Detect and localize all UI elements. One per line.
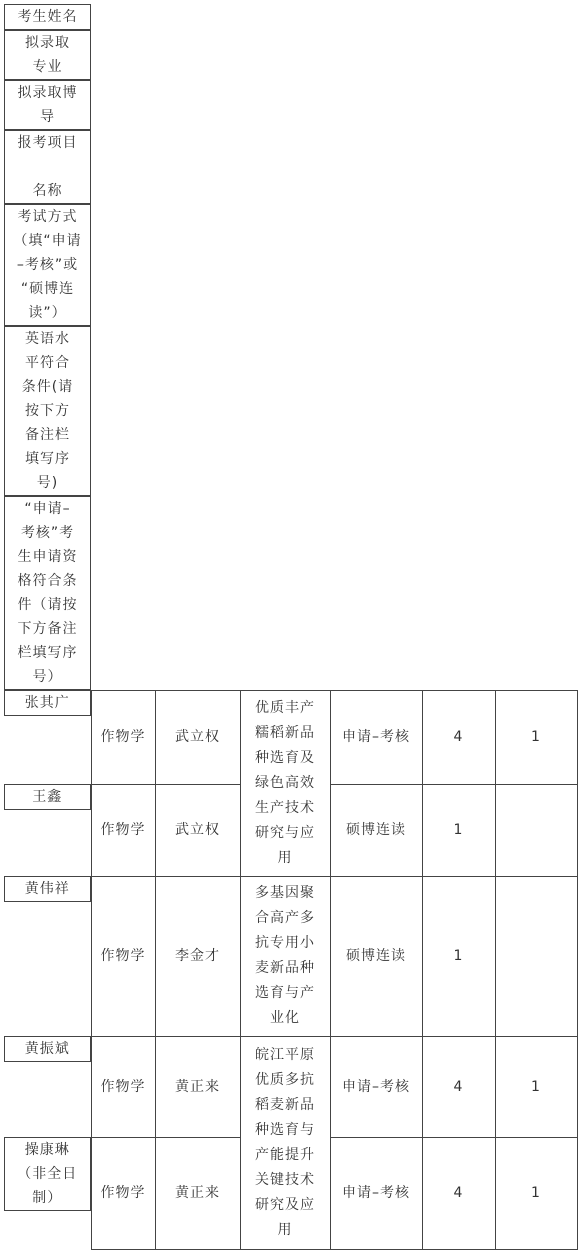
header-name: 考生姓名: [4, 4, 91, 30]
cell-major: 作物学: [91, 1036, 155, 1137]
cell-advisor: 武立权: [155, 784, 240, 876]
cell-advisor: 黄正来: [155, 1036, 240, 1137]
cell-english: 1: [422, 784, 495, 876]
table-row: [4, 1036, 577, 1137]
header-exam-method: 考试方式 （填“申请 –考核”或 “硕博连 读”）: [4, 204, 91, 326]
header-advisor: 拟录取博 导: [4, 80, 91, 130]
cell-apply: [495, 876, 577, 1036]
cell-english: 4: [422, 690, 495, 784]
header-major: 拟录取 专业: [4, 30, 91, 80]
cell-project: 皖江平原 优质多抗 稻麦新品 种选育与 产能提升 关键技术 研究及应 用: [240, 1036, 330, 1249]
cell-name: 王鑫: [4, 784, 91, 810]
cell-method: 申请–考核: [330, 1036, 422, 1137]
cell-name: 张其广: [4, 690, 91, 716]
cell-method: 硕博连读: [330, 784, 422, 876]
cell-advisor: 李金才: [155, 876, 240, 1036]
cell-name: 操康琳 （非全日 制）: [4, 1137, 91, 1211]
cell-project: 多基因聚 合高产多 抗专用小 麦新品种 选育与产 业化: [240, 876, 330, 1036]
cell-name: 黄振斌: [4, 1036, 91, 1062]
header-apply: “申请– 考核”考 生申请资 格符合条 件（请按 下方备注 栏填写序 号）: [4, 496, 91, 690]
cell-major: 作物学: [91, 690, 155, 784]
cell-english: 1: [422, 876, 495, 1036]
admission-table: [4, 4, 578, 1250]
cell-apply: 1: [495, 1036, 577, 1137]
cell-major: 作物学: [91, 1137, 155, 1249]
cell-name: 黄伟祥: [4, 876, 91, 902]
cell-advisor: 黄正来: [155, 1137, 240, 1249]
cell-advisor: 武立权: [155, 690, 240, 784]
cell-method: 申请–考核: [330, 690, 422, 784]
cell-apply: 1: [495, 690, 577, 784]
header-project: 报考项目 名称: [4, 130, 91, 204]
cell-method: 硕博连读: [330, 876, 422, 1036]
cell-project: 优质丰产 糯稻新品 种选育及 绿色高效 生产技术 研究与应 用: [240, 690, 330, 876]
cell-english: 4: [422, 1036, 495, 1137]
cell-english: 4: [422, 1137, 495, 1249]
table-row: [4, 690, 577, 784]
header-row: [4, 4, 577, 690]
cell-apply: [495, 784, 577, 876]
header-english: 英语水 平符合 条件(请 按下方 备注栏 填写序 号): [4, 326, 91, 496]
cell-method: 申请–考核: [330, 1137, 422, 1249]
cell-apply: 1: [495, 1137, 577, 1249]
cell-major: 作物学: [91, 784, 155, 876]
table-row: [4, 876, 577, 1036]
cell-major: 作物学: [91, 876, 155, 1036]
